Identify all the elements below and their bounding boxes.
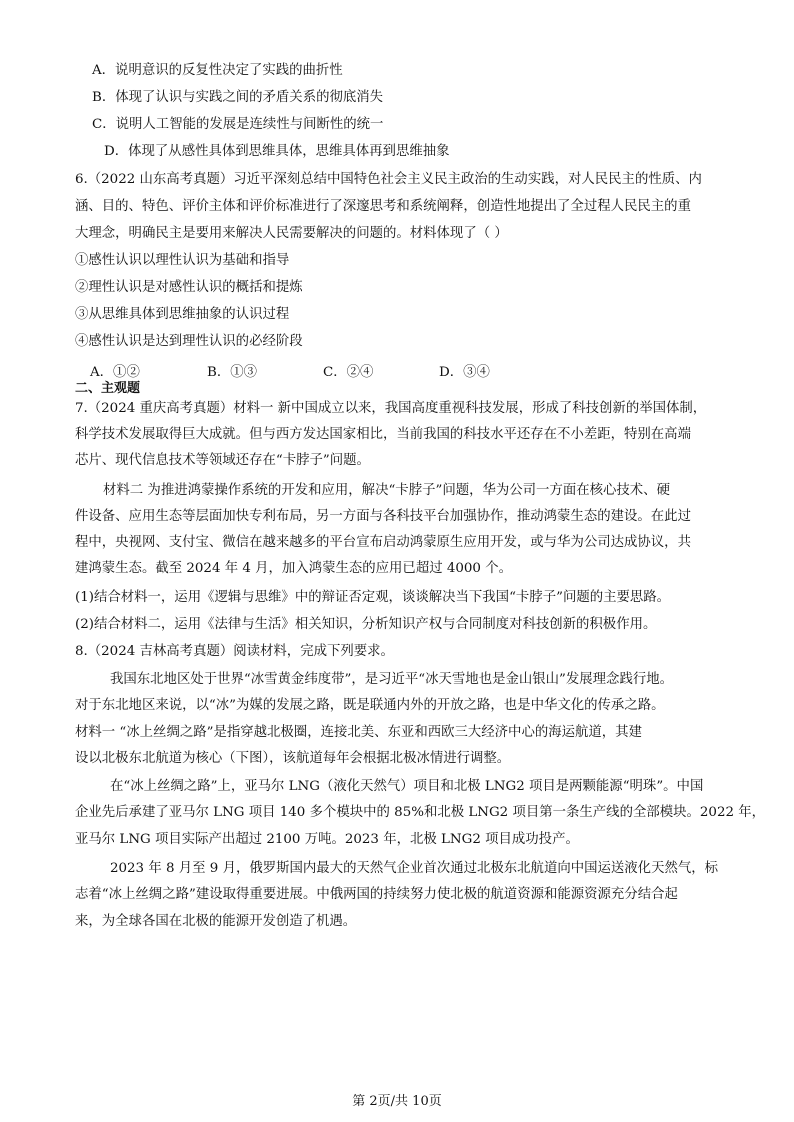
section-title: 二、主观题 <box>75 381 141 396</box>
q6-statement: ①感性认识以理性认识为基础和指导 <box>75 253 290 268</box>
q8-para2-line: 亚马尔 LNG 项目实际产出超过 2100 万吨。2023 年，北极 LNG2 项目成功投产。 <box>75 832 579 847</box>
q8-para2-line: 企业先后承建了亚马尔 LNG 项目 140 多个模块中的 85%和北极 LNG2 项目第一条生产线的全部模块。2022 年， <box>75 805 766 820</box>
q8-para3-line: 2023 年 8 月至 9 月，俄罗斯国内最大的天然气企业首次通过北极东北航道向中国运送液化天然气，标 <box>110 861 719 876</box>
q6-stem-line: 大理念，明确民主是要用来解决人民需要解决的问题的。材料体现了（ ） <box>75 226 508 241</box>
q8-para3-line: 志着“冰上丝绸之路”建设取得重要进展。中俄两国的持续努力使北极的航道资源和能源资源充分结合起 <box>75 887 678 902</box>
q6-statement: ②理性认识是对感性认识的概括和提炼 <box>75 280 303 295</box>
q6-choice-c: C．②④ <box>323 365 374 380</box>
q7-question-2: (2)结合材料二，运用《法律与生活》相关知识，分析知识产权与合同制度对科技创新的积极作用。 <box>75 617 657 632</box>
q7-line: 科学技术发展取得巨大成就。但与西方发达国家相比，当前我国的科技水平还存在不小差距，特别在高端 <box>75 427 691 442</box>
q8-header: 8.（2024 吉林高考真题）阅读材料，完成下列要求。 <box>75 644 394 659</box>
q8-para3-line: 来，为全球各国在北极的能源开发创造了机遇。 <box>75 914 357 929</box>
q6-stem-line: 6.（2022 山东高考真题）习近平深刻总结中国特色社会主义民主政治的生动实践，对人民民主的性质、内 <box>75 172 702 187</box>
q7-material2-line: 件设备、应用生态等层面加快专利布局，另一方面与各科技平台加强协作，推动鸿蒙生态的建设。在此过 <box>75 509 691 524</box>
q7-question-1: (1)结合材料一，运用《逻辑与思维》中的辩证否定观，谈谈解决当下我国“卡脖子”问题的主要思路。 <box>75 590 671 605</box>
q5-option-a: A．说明意识的反复性决定了实践的曲折性 <box>92 63 343 78</box>
q7-material2-line: 材料二 为推进鸿蒙操作系统的开发和应用，解决“卡脖子”问题，华为公司一方面在核心技术、硬 <box>103 483 670 498</box>
q6-choice-b: B．①③ <box>207 365 258 380</box>
q5-option-c: C．说明人工智能的发展是连续性与间断性的统一 <box>92 117 384 132</box>
q6-statement: ③从思维具体到思维抽象的认识过程 <box>75 307 290 322</box>
q6-choice-a: A．①② <box>90 365 140 380</box>
q6-statement: ④感性认识是达到理性认识的必经阶段 <box>75 334 303 349</box>
q7-material2-line: 建鸿蒙生态。截至 2024 年 4 月，加入鸿蒙生态的应用已超过 4000 个。 <box>75 561 512 576</box>
q8-para2-line: 在“冰上丝绸之路”上，亚马尔 LNG（液化天然气）项目和北极 LNG2 项目是两颗能源“明珠”。中国 <box>110 779 704 794</box>
q8-intro-line: 对于东北地区来说，以“冰”为媒的发展之路，既是联通内外的开放之路，也是中华文化的传承之路。 <box>75 698 665 713</box>
q7-material2-line: 程中，央视网、支付宝、微信在越来越多的平台宣布启动鸿蒙原生应用开发，或与华为公司达成协议，共 <box>75 535 691 550</box>
q8-material1-line: 设以北极东北航道为核心（下图），该航道每年会根据北极冰情进行调整。 <box>75 751 511 766</box>
q6-stem-line: 涵、目的、特色、评价主体和评价标准进行了深邃思考和系统阐释，创造性地提出了全过程人民民主的重 <box>75 199 691 214</box>
page-footer: 第 2页/共 10页 <box>352 1094 442 1109</box>
q5-option-d: D．体现了从感性具体到思维具体，思维具体再到思维抽象 <box>104 144 450 159</box>
q6-choices <box>90 361 540 379</box>
q8-intro-line: 我国东北地区处于世界“冰雪黄金纬度带”，是习近平“冰天雪地也是金山银山”发展理念践行地。 <box>110 672 674 687</box>
q5-option-b: B．体现了认识与实践之间的矛盾关系的彻底消失 <box>92 90 384 105</box>
q8-material1-line: 材料一 “冰上丝绸之路”是指穿越北极圈，连接北美、东亚和西欧三大经济中心的海运航道，其建 <box>75 725 642 740</box>
q7-line: 芯片、现代信息技术等领域还存在“卡脖子”问题。 <box>75 453 370 468</box>
q7-line: 7.（2024 重庆高考真题）材料一 新中国成立以来，我国高度重视科技发展，形成了科技创新的举国体制， <box>75 401 707 416</box>
q6-choice-d: D．③④ <box>439 365 490 380</box>
